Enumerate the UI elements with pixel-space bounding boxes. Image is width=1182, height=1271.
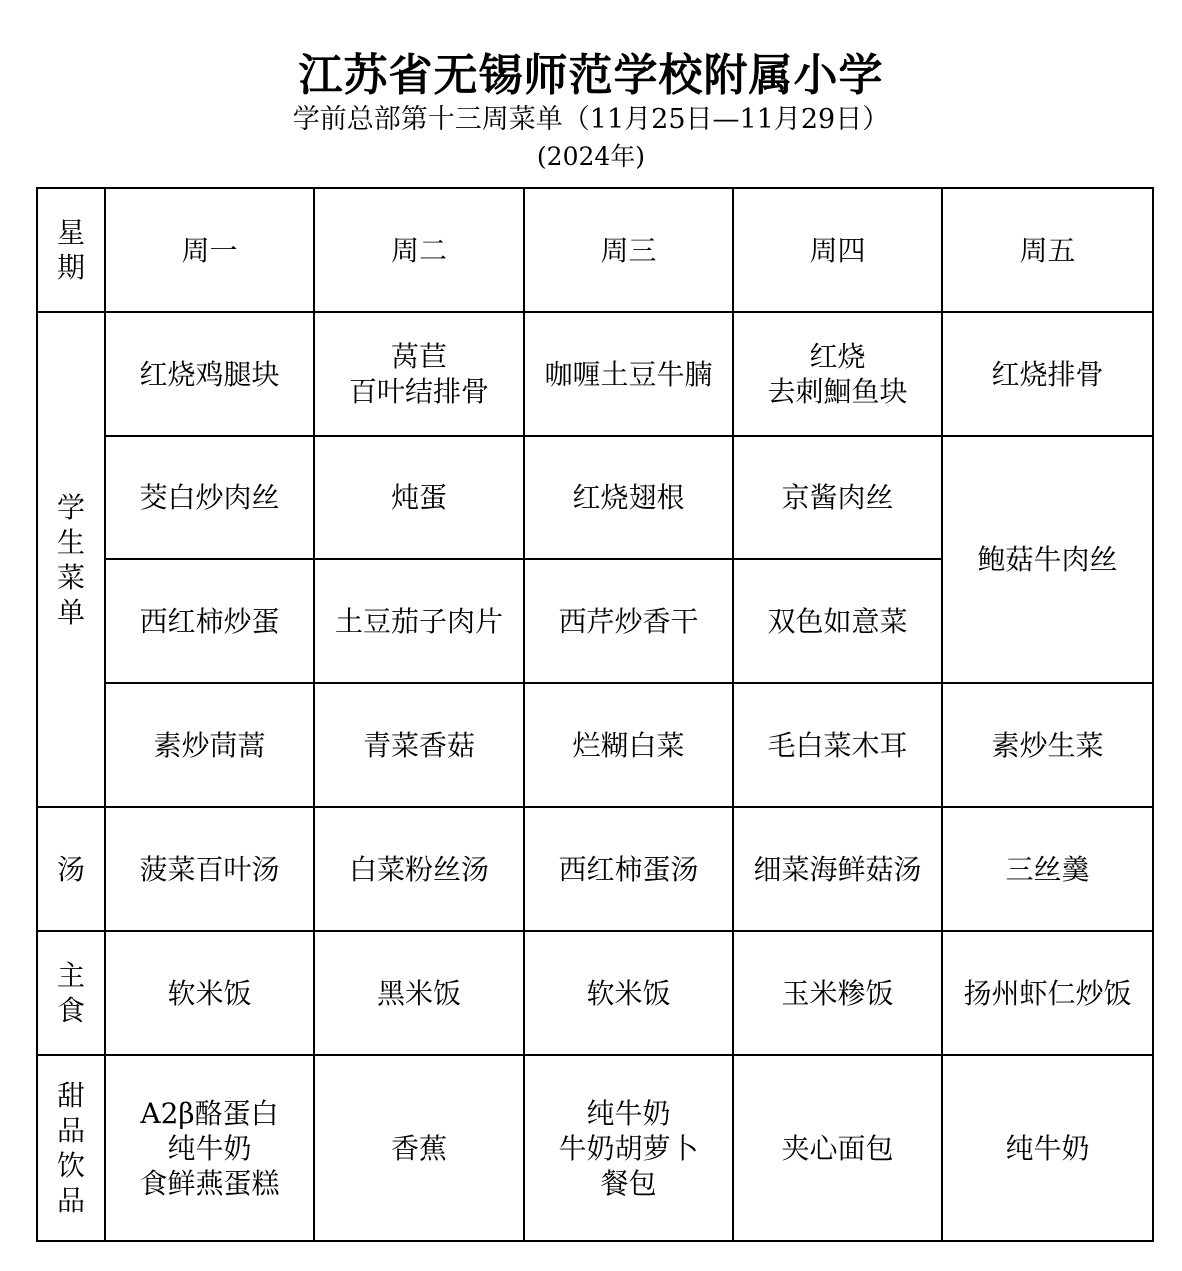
menu-cell: 西红柿炒蛋	[105, 559, 314, 683]
header-row	[37, 188, 1153, 312]
menu-cell: 红烧排骨	[942, 312, 1153, 436]
menu-cell: 红烧鸡腿块	[105, 312, 314, 436]
menu-cell: 毛白菜木耳	[733, 683, 942, 807]
menu-cell: 烂糊白菜	[524, 683, 733, 807]
menu-cell: 茭白炒肉丝	[105, 436, 314, 559]
menu-cell: A2β酪蛋白 纯牛奶 食鲜燕蛋糕	[105, 1055, 314, 1241]
corner-label: 星期	[57, 216, 86, 284]
menu-cell: 炖蛋	[314, 436, 524, 559]
menu-cell: 夹心面包	[733, 1055, 942, 1241]
soup-label: 汤	[57, 852, 86, 886]
menu-cell: 红烧 去刺鮰鱼块	[733, 312, 942, 436]
page-title: 江苏省无锡师范学校附属小学	[298, 50, 884, 101]
menu-table	[36, 187, 1154, 1242]
menu-cell: 白菜粉丝汤	[314, 807, 524, 931]
page-subtitle: 学前总部第十三周菜单（11月25日—11月29日）	[292, 104, 890, 135]
section-label-student	[37, 312, 105, 807]
menu-cell: 黑米饭	[314, 931, 524, 1055]
staple-row	[37, 931, 1153, 1055]
menu-cell: 京酱肉丝	[733, 436, 942, 559]
menu-cell: 素炒生菜	[942, 683, 1153, 807]
menu-cell: 软米饭	[105, 931, 314, 1055]
menu-cell: 三丝羹	[942, 807, 1153, 931]
menu-cell: 红烧翅根	[524, 436, 733, 559]
menu-cell: 莴苣 百叶结排骨	[314, 312, 524, 436]
dessert-row	[37, 1055, 1153, 1241]
student-menu-row	[37, 436, 1153, 559]
year-label: (2024年)	[536, 142, 646, 171]
corner-cell	[37, 188, 105, 312]
menu-cell: 玉米糁饭	[733, 931, 942, 1055]
menu-cell: 软米饭	[524, 931, 733, 1055]
student-menu-row	[37, 312, 1153, 436]
menu-cell: 菠菜百叶汤	[105, 807, 314, 931]
day-header-wed: 周三	[524, 188, 733, 312]
day-header-fri: 周五	[942, 188, 1153, 312]
dessert-label: 甜品饮品	[57, 1079, 86, 1217]
section-label-soup	[37, 807, 105, 931]
section-label-staple	[37, 931, 105, 1055]
section-label-dessert	[37, 1055, 105, 1241]
menu-cell: 青菜香菇	[314, 683, 524, 807]
menu-cell: 纯牛奶 牛奶胡萝卜 餐包	[524, 1055, 733, 1241]
menu-cell: 咖喱土豆牛腩	[524, 312, 733, 436]
menu-cell: 双色如意菜	[733, 559, 942, 683]
day-header-thu: 周四	[733, 188, 942, 312]
menu-cell: 土豆茄子肉片	[314, 559, 524, 683]
student-menu-row	[37, 683, 1153, 807]
menu-cell: 扬州虾仁炒饭	[942, 931, 1153, 1055]
menu-cell: 纯牛奶	[942, 1055, 1153, 1241]
menu-cell: 香蕉	[314, 1055, 524, 1241]
soup-row	[37, 807, 1153, 931]
menu-cell: 西芹炒香干	[524, 559, 733, 683]
day-header-tue: 周二	[314, 188, 524, 312]
menu-cell: 素炒茼蒿	[105, 683, 314, 807]
menu-cell: 细菜海鲜菇汤	[733, 807, 942, 931]
menu-cell: 西红柿蛋汤	[524, 807, 733, 931]
staple-label: 主食	[57, 959, 86, 1027]
day-header-mon: 周一	[105, 188, 314, 312]
menu-cell-merged: 鲍菇牛肉丝	[942, 436, 1153, 683]
student-label: 学生菜单	[57, 490, 86, 629]
